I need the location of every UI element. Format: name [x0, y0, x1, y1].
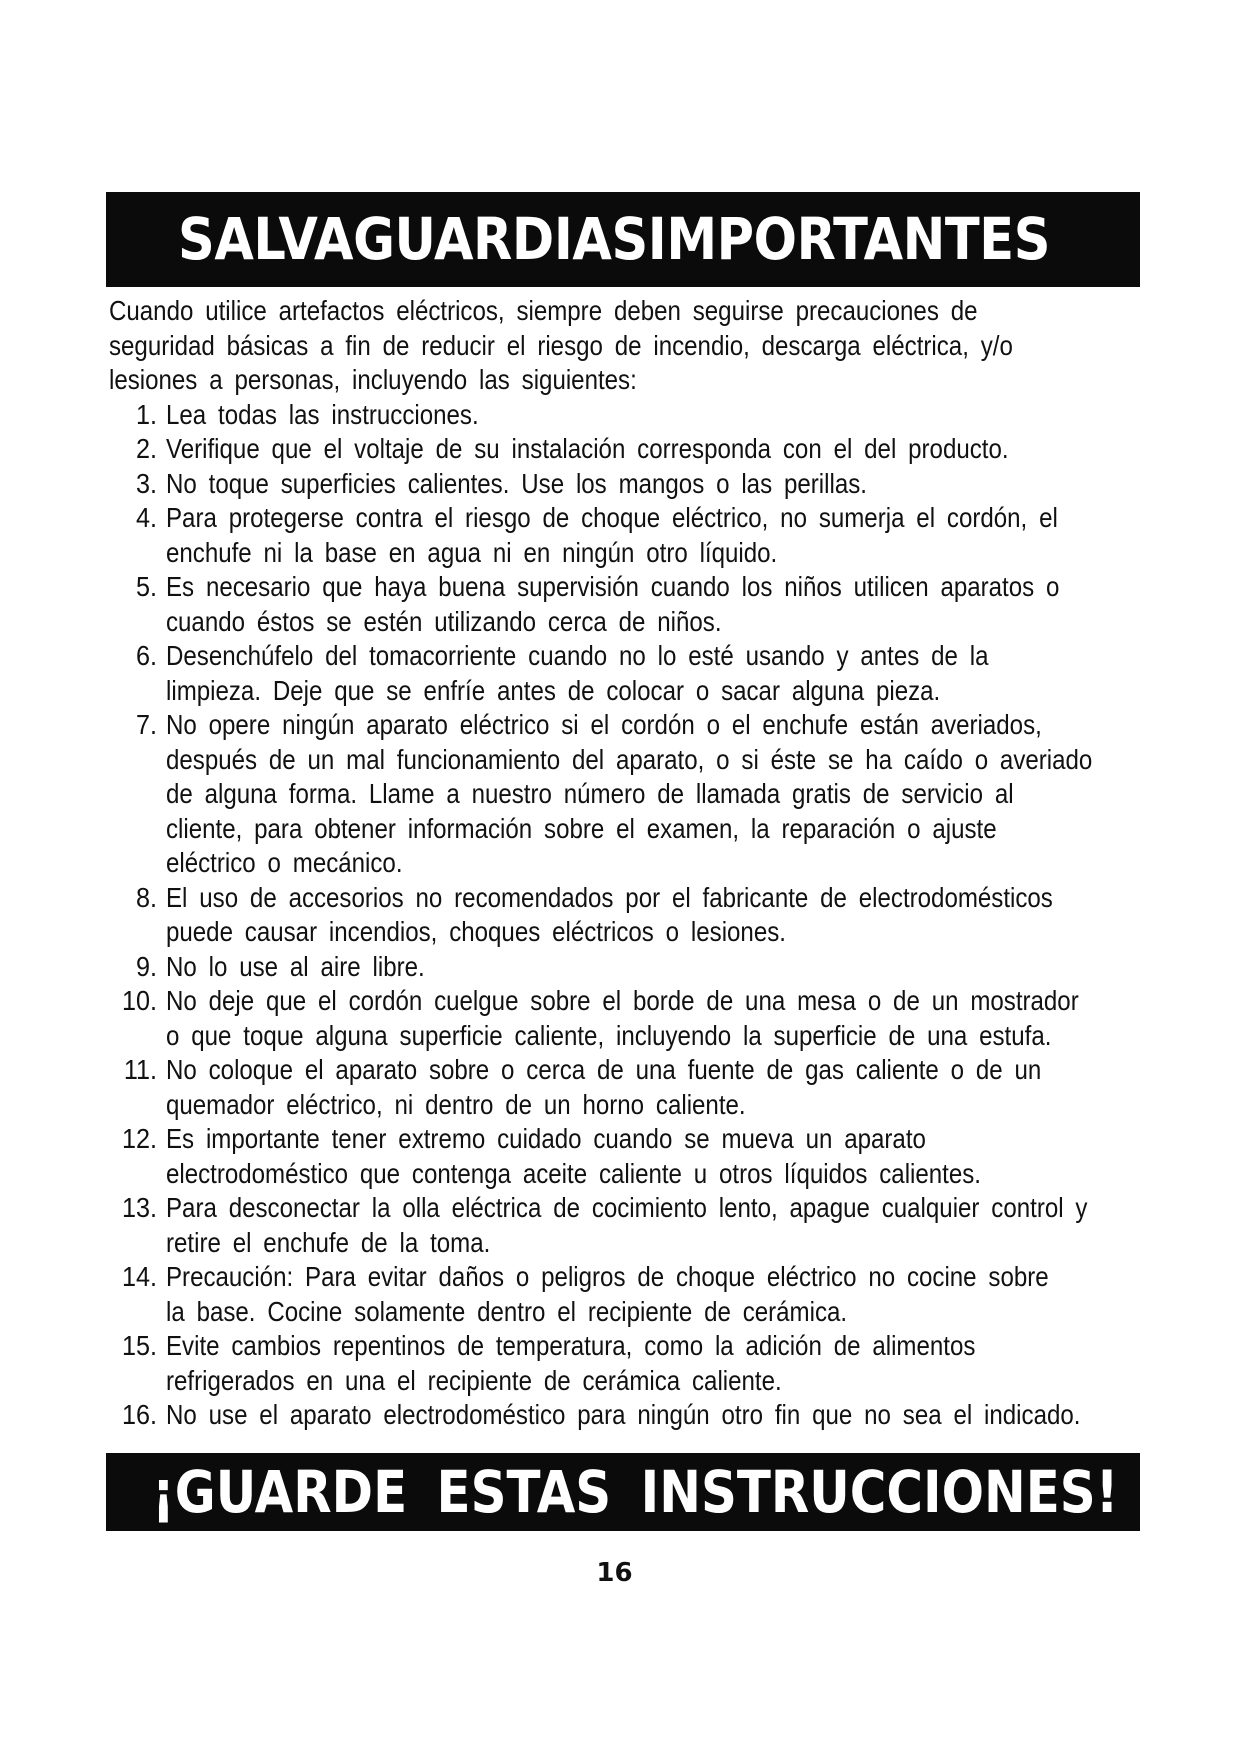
list-item	[109, 1260, 1219, 1329]
list-item-text	[166, 1053, 1219, 1122]
list-item-text	[166, 398, 1219, 433]
list-item	[109, 881, 1219, 950]
list-item-line: Evite cambios repentinos de temperatura, como la adición de alimentos	[166, 1330, 976, 1361]
list-item-line: No lo use al aire libre.	[166, 950, 425, 982]
list-item	[109, 467, 1219, 502]
list-item-number: 12.	[121, 1123, 157, 1154]
intro-line: lesiones a personas, incluyendo las siguientes:	[109, 364, 637, 395]
header-banner	[106, 192, 1140, 287]
list-item-number: 13.	[121, 1192, 157, 1223]
intro-line: seguridad básicas a fin de reducir el riesgo de incendio, descarga eléctrica, y/o	[109, 329, 1013, 361]
list-item-number: 16.	[121, 1399, 157, 1430]
list-item-number: 2.	[135, 433, 157, 464]
page-number: 16	[596, 1558, 633, 1588]
list-item-text	[166, 1260, 1219, 1329]
list-item-line: Es importante tener extremo cuidado cuando se mueva un aparato	[166, 1123, 926, 1154]
list-item-line: o que toque alguna superficie caliente, incluyendo la superficie de una estufa.	[166, 1019, 1052, 1051]
list-item-text	[166, 984, 1219, 1053]
header-title: SALVAGUARDIASIMPORTANTES	[178, 205, 1051, 273]
list-item-line: la base. Cocine solamente dentro el recipiente de cerámica.	[166, 1295, 848, 1327]
list-item-number: 10.	[121, 985, 157, 1016]
list-item-line: cliente, para obtener información sobre el examen, la reparación o ajuste	[166, 812, 997, 844]
list-item	[109, 1329, 1219, 1398]
list-item-text	[166, 467, 1219, 502]
list-item-line: después de un mal funcionamiento del aparato, o si éste se ha caído o averiado	[166, 743, 1093, 775]
list-item	[109, 639, 1219, 708]
list-item-text	[166, 639, 1219, 708]
list-item-line: puede causar incendios, choques eléctricos o lesiones.	[166, 916, 786, 947]
list-item-line: El uso de accesorios no recomendados por el fabricante de electrodomésticos	[166, 881, 1053, 913]
list-item-text	[166, 1191, 1219, 1260]
list-item-line: No coloque el aparato sobre o cerca de una fuente de gas caliente o de un	[166, 1054, 1042, 1085]
list-item-number: 7.	[135, 709, 157, 740]
list-item-number: 4.	[135, 502, 157, 533]
list-item	[109, 1122, 1219, 1191]
footer-banner	[106, 1453, 1140, 1531]
list-item-line: No toque superficies calientes. Use los mangos o las perillas.	[166, 467, 867, 499]
list-item-line: retire el enchufe de la toma.	[166, 1226, 491, 1258]
list-item-number: 9.	[135, 950, 157, 982]
list-item	[109, 708, 1219, 881]
list-item-text	[166, 1329, 1219, 1398]
list-item-number: 8.	[135, 881, 157, 913]
list-item-text	[166, 708, 1219, 881]
list-item-text	[166, 432, 1219, 467]
list-item-text	[166, 950, 1219, 985]
list-item	[109, 570, 1219, 639]
list-item-line: Verifique que el voltaje de su instalación corresponda con el del producto.	[166, 433, 1009, 464]
list-item-line: Lea todas las instrucciones.	[166, 398, 479, 430]
list-item-line: Para desconectar la olla eléctrica de cocimiento lento, apague cualquier control y	[166, 1192, 1088, 1223]
intro-paragraph	[109, 294, 1219, 398]
list-item-number: 1.	[135, 398, 157, 430]
list-item-number: 5.	[135, 571, 157, 602]
intro-line: Cuando utilice artefactos eléctricos, siempre deben seguirse precauciones de	[109, 295, 978, 326]
list-item	[109, 432, 1219, 467]
list-item	[109, 398, 1219, 433]
list-item-line: Precaución: Para evitar daños o peligros de choque eléctrico no cocine sobre	[166, 1261, 1049, 1292]
list-item	[109, 984, 1219, 1053]
list-item-number: 15.	[121, 1330, 157, 1361]
list-item-line: refrigerados en una el recipiente de cerámica caliente.	[166, 1364, 782, 1396]
list-item-line: quemador eléctrico, ni dentro de un horno caliente.	[166, 1088, 746, 1120]
list-item-text	[166, 570, 1219, 639]
footer-banner-text: ¡GUARDE ESTAS INSTRUCCIONES!	[152, 1458, 1119, 1526]
list-item-line: eléctrico o mecánico.	[166, 847, 403, 878]
list-item-number: 6.	[135, 640, 157, 671]
list-item	[109, 1398, 1219, 1433]
safeguards-list	[109, 398, 1219, 1433]
list-item-line: de alguna forma. Llame a nuestro número de llamada gratis de servicio al	[166, 778, 1014, 809]
list-item-line: Para protegerse contra el riesgo de choque eléctrico, no sumerja el cordón, el	[166, 502, 1058, 533]
list-item-number: 11.	[123, 1054, 157, 1085]
list-item-line: cuando éstos se estén utilizando cerca de niños.	[166, 605, 722, 637]
list-item	[109, 1191, 1219, 1260]
list-item-number: 3.	[135, 467, 157, 499]
list-item	[109, 501, 1219, 570]
list-item	[109, 1053, 1219, 1122]
list-item-number: 14.	[121, 1261, 157, 1292]
list-item-line: No use el aparato electrodoméstico para ningún otro fin que no sea el indicado.	[166, 1399, 1081, 1430]
list-item-line: Desenchúfelo del tomacorriente cuando no lo esté usando y antes de la	[166, 640, 989, 671]
list-item-text	[166, 881, 1219, 950]
list-item-line: Es necesario que haya buena supervisión cuando los niños utilicen aparatos o	[166, 571, 1060, 602]
list-item-line: limpieza. Deje que se enfríe antes de colocar o sacar alguna pieza.	[166, 674, 941, 706]
list-item-line: enchufe ni la base en agua ni en ningún otro líquido.	[166, 536, 778, 568]
list-item-text	[166, 501, 1219, 570]
list-item	[109, 950, 1219, 985]
list-item-text	[166, 1398, 1219, 1433]
list-item-text	[166, 1122, 1219, 1191]
list-item-line: No deje que el cordón cuelgue sobre el borde de una mesa o de un mostrador	[166, 985, 1079, 1016]
list-item-line: No opere ningún aparato eléctrico si el cordón o el enchufe están averiados,	[166, 709, 1042, 740]
safeguards-text	[109, 294, 1219, 1433]
list-item-line: electrodoméstico que contenga aceite caliente u otros líquidos calientes.	[166, 1157, 981, 1189]
